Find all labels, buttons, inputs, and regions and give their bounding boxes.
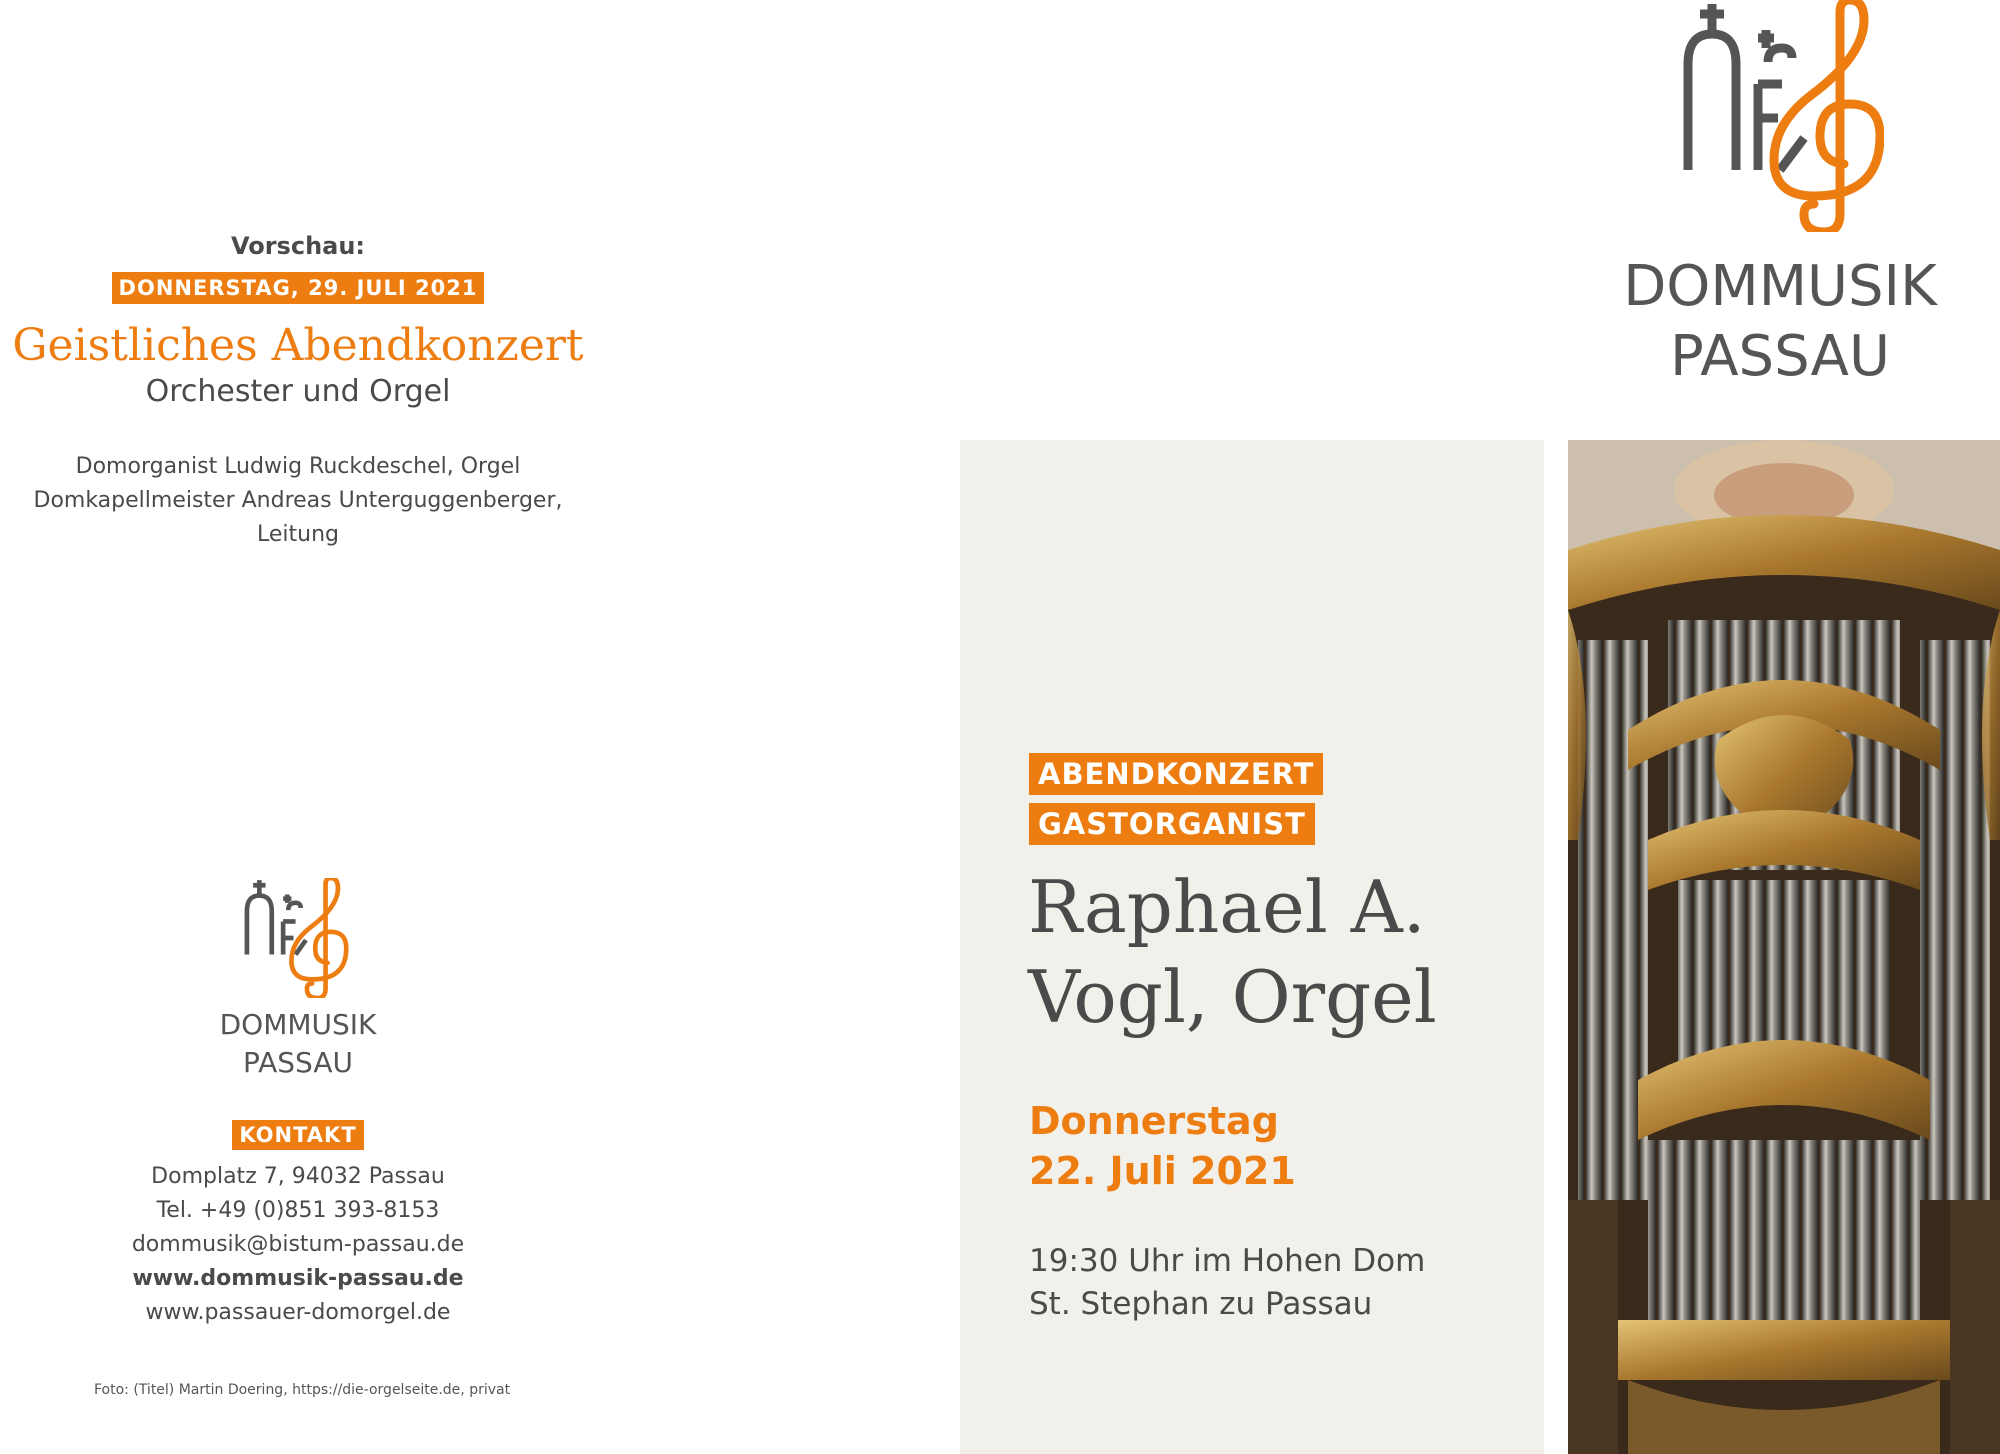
preview-performer-1: Domorganist Ludwig Ruckdeschel, Orgel xyxy=(75,454,521,479)
brand-line1-large: DOMMUSIK xyxy=(1623,254,1937,319)
contact-email[interactable]: dommusik@bistum-passau.de xyxy=(131,1232,465,1257)
contact-heading: KONTAKT xyxy=(232,1120,363,1150)
preview-performer-2: Domkapellmeister Andreas Unterguggenberger, Leitung xyxy=(33,488,563,547)
brand-line1-small: DOMMUSIK xyxy=(219,1008,377,1041)
brand-line2-large: PASSAU xyxy=(1670,324,1890,389)
dommusik-logo-icon xyxy=(238,878,350,998)
brand-line2-small: PASSAU xyxy=(243,1046,353,1079)
event-category-tag: ABENDKONZERT xyxy=(1029,753,1323,795)
contact-phone: Tel. +49 (0)851 393-8153 xyxy=(156,1198,440,1223)
event-time-venue: 19:30 Uhr im Hohen Dom xyxy=(1029,1243,1426,1279)
organ-photo xyxy=(1568,440,2000,1454)
event-date xyxy=(1029,1096,1296,1196)
dommusik-logo-icon xyxy=(1674,0,1884,232)
event-day: 22. Juli 2021 xyxy=(1029,1149,1296,1193)
event-venue-2: St. Stephan zu Passau xyxy=(1029,1286,1373,1322)
preview-title: Geistliches Abendkonzert xyxy=(12,320,584,371)
contact-website[interactable]: www.dommusik-passau.de xyxy=(132,1266,464,1291)
performer-line2: Vogl, Orgel xyxy=(1028,955,1437,1039)
contact-block xyxy=(0,1160,596,1330)
preview-performers xyxy=(0,450,596,552)
event-type-tag: GASTORGANIST xyxy=(1029,803,1315,845)
event-location xyxy=(1029,1240,1425,1326)
event-performer xyxy=(1028,862,1538,1042)
performer-line1: Raphael A. xyxy=(1028,865,1426,949)
photo-credit: Foto: (Titel) Martin Doering, https://die-orgelseite.de, privat xyxy=(94,1382,511,1398)
brand-name-large xyxy=(1560,252,2000,392)
contact-website-2[interactable]: www.passauer-domorgel.de xyxy=(145,1300,451,1325)
preview-subtitle: Orchester und Orgel xyxy=(145,374,451,409)
contact-address: Domplatz 7, 94032 Passau xyxy=(151,1164,445,1189)
preview-date-badge xyxy=(0,272,596,304)
preview-label: Vorschau: xyxy=(230,232,366,260)
preview-date: DONNERSTAG, 29. JULI 2021 xyxy=(112,272,485,304)
brand-name-small xyxy=(0,1006,596,1082)
contact-heading-badge xyxy=(0,1120,596,1150)
event-weekday: Donnerstag xyxy=(1029,1099,1279,1143)
